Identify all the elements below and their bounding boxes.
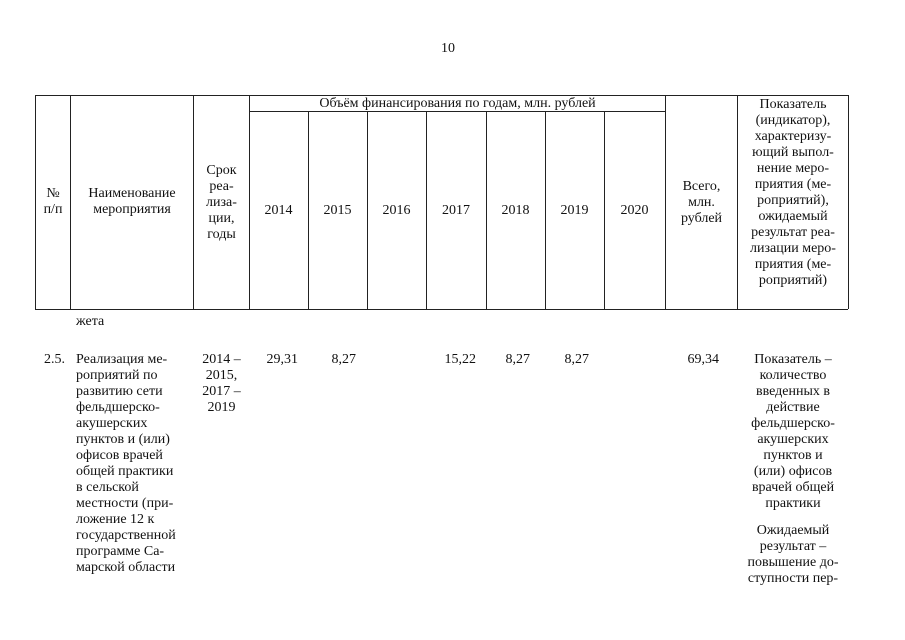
value-2014: 29,31 <box>266 352 298 367</box>
row-number: 2.5. <box>44 352 65 367</box>
value-2015: 8,27 <box>331 352 356 367</box>
header-total: Всего, млн. рублей <box>680 179 723 226</box>
header-year-2014: 2014 <box>264 203 293 218</box>
row-total: 69,34 <box>687 352 719 367</box>
row-term: 2014 – 2015, 2017 – 2019 <box>202 352 241 415</box>
value-2019: 8,27 <box>564 352 589 367</box>
header-financing: Объём финансирования по годам, млн. рублей <box>319 96 596 111</box>
header-name: Наименование мероприятия <box>88 186 176 217</box>
page-number: 10 <box>441 41 455 56</box>
header-year-2019: 2019 <box>560 203 589 218</box>
header-year-2016: 2016 <box>382 203 411 218</box>
header-year-2017: 2017 <box>442 203 470 218</box>
continuation-text: жета <box>76 314 105 329</box>
header-term: Срок реа- лиза- ции, годы <box>206 163 237 242</box>
row-indicator: Показатель – количество введенных в действие фельдшерско- акушерских пунктов и (или) офисов врачей общей практики <box>751 352 835 511</box>
header-year-2015: 2015 <box>323 203 352 218</box>
header-indicator: Показатель (индикатор), характеризу- ющий выпол- нение меро- приятия (ме- роприятий), ожидаемый результат реа- лизации меро- приятия (ме- роприятий) <box>750 97 836 288</box>
row-name: Реализация ме- роприятий по развитию сети фельдшерско- акушерских пунктов и (или) офисов врачей общей практики в сельской местности (при- ложение 12 к государственной программе Са- марской области <box>76 352 176 575</box>
header-num: № п/п <box>43 186 63 217</box>
value-2018: 8,27 <box>505 352 530 367</box>
row-expected-result: Ожидаемый результат – повышение до- ступности пер- <box>747 523 839 586</box>
header-year-2018: 2018 <box>501 203 530 218</box>
value-2017: 15,22 <box>444 352 476 367</box>
header-year-2020: 2020 <box>620 203 649 218</box>
